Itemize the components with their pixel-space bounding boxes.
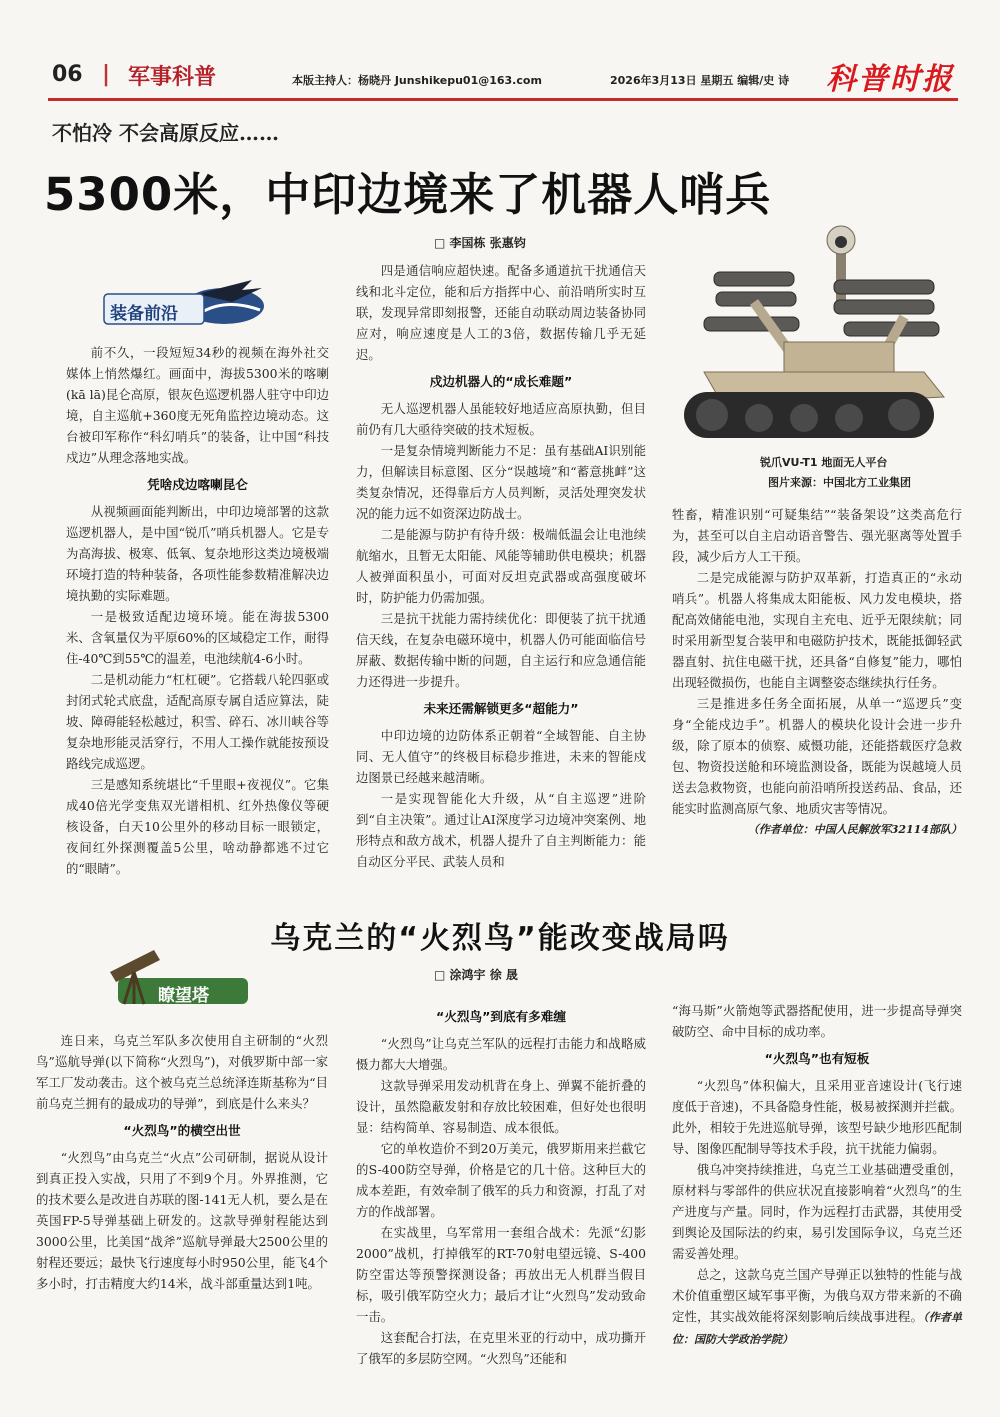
paragraph: “火烈鸟”由乌克兰“火点”公司研制，据说从设计到真正投入实战，只用了不到9个月。外界推测，它的技术要么是改进自苏联的图-141无人机，要么是在英国FP-5导弹基础上研发的。这款导弹射程能达到3000公里，比美国“战斧”巡航导弹最大2500公里的射程还要远；最快飞行速度每小时950公里，能飞4个多小时，打击精度大约14米，战斗部重量达到1吨。 (36, 1150, 328, 1291)
robot-photo (684, 222, 964, 452)
editor-line: 本版主持人：杨晓丹 Junshikepu01@163.com (292, 74, 542, 87)
paragraph: 三是感知系统堪比“千里眼+夜视仪”。它集成40倍光学变焦双光谱相机、红外热像仪等硬核设备，白天10公里外的移动目标一眼锁定，夜间红外探测覆盖5公里，啥动静都逃不过它的“眼睛”。 (66, 777, 329, 876)
paragraph: 俄乌冲突持续推进，乌克兰工业基础遭受重创，原材料与零部件的供应状况直接影响着“火烈鸟”的生产进度与产量。同时，作为远程打击武器，其使用受到舆论及国际法的约束，易引发国际争议，乌克兰还需妥善处理。 (672, 1162, 962, 1261)
article1-kicker: 不怕冷 不会高原反应…… (52, 121, 279, 145)
page-number: 06 (52, 62, 83, 87)
paragraph: 从视频画面能判断出，中印边境部署的这款巡逻机器人，是中国“锐爪”哨兵机器人。它是专为高海拔、极寒、低氧、复杂地形这类边境极端环境打造的特种装备，各项性能参数精准解决边境执勤的实际难题。 (66, 504, 329, 603)
paragraph: 牲畜，精准识别“可疑集结”“装备架设”这类高危行为，甚至可以自主启动语音警告、强光驱离等处置手段，减少后方人工干预。 (672, 507, 962, 564)
paragraph: 前不久，一段短短34秒的视频在海外社交媒体上悄然爆红。画面中，海拔5300米的喀喇(kā lā)昆仑高原，银灰色巡逻机器人驻守中印边境，自主巡航+360度无死角监控边境动态。这台被印军称作“科幻哨兵”的装备，让中国“科技戍边”从理念落地实战。 (66, 345, 329, 465)
subheading: “火烈鸟”也有短板 (764, 1051, 870, 1066)
paragraph: 一是实现智能化大升级，从“自主巡逻”进阶到“自主决策”。通过让AI深度学习边境冲突案例、地形特点和敌方战术，机器人提升了自主判断能力：能自动区分平民、武装人员和 (356, 791, 646, 869)
paragraph: 一是极致适配边境环境。能在海拔5300米、含氧量仅为平原60%的区域稳定工作，耐得住-40℃到55℃的温差，电池续航4-6小时。 (66, 609, 329, 666)
article1-column-2 (356, 260, 646, 872)
article1-column-1 (66, 342, 329, 879)
header-rule (48, 98, 958, 101)
robot-image-caption: 锐爪VU-T1 地面无人平台 (760, 456, 888, 469)
article1-headline: 5300米，中印边境来了机器人哨兵 (44, 168, 772, 221)
article1-column-3 (672, 504, 962, 840)
paragraph: 在实战里，乌军常用一套组合战术：先派“幻影 2000”战机，打掉俄军的RT-70射电望远镜、S-400防空雷达等预警探测设备；再放出无人机群当假目标，吸引俄军防空火力；最后才让“火烈鸟”发动致命一击。 (356, 1225, 646, 1324)
author-affiliation: （作者单位：国防大学政治学院） (672, 1311, 963, 1346)
paragraph: 总之，这款乌克兰国产导弹正以独特的性能与战术价值重塑区域军事平衡，为俄乌双方带来新的不确定性，其实战效能将深刻影响后续战事进程。（作者单位：国防大学政治学院） (672, 1267, 963, 1346)
article2-byline: □ 涂鸿宇 徐 晟 (434, 968, 518, 982)
equipment-frontier-badge (102, 268, 272, 328)
paragraph: 这套配合打法，在克里米亚的行动中，成功撕开了俄军的多层防空网。“火烈鸟”还能和 (356, 1330, 646, 1366)
subheading: 凭啥戍边喀喇昆仑 (147, 477, 248, 492)
paragraph: 一是复杂情境判断能力不足：虽有基础AI识别能力，但解读目标意图、区分“误越境”和“蓄意挑衅”这类复杂情况，还得靠后方人员判断，灵活处理突发状况的能力远不如资深边防战士。 (356, 443, 646, 521)
paragraph: 中印边境的边防体系正朝着“全域智能、自主协同、无人值守”的终极目标稳步推进，未来的智能戍边图景已经越来越清晰。 (356, 728, 646, 785)
robot-image-source: 图片来源：中国北方工业集团 (768, 476, 911, 489)
article2-headline: 乌克兰的“火烈鸟”能改变战局吗 (270, 921, 730, 956)
paragraph: 无人巡逻机器人虽能较好地适应高原执勤，但目前仍有几大亟待突破的技术短板。 (356, 401, 646, 437)
paragraph: 这款导弹采用发动机背在身上、弹翼不能折叠的设计，虽然隐蔽发射和存放比较困难，但好处也很明显：结构简单、容易制造、成本很低。 (356, 1078, 646, 1135)
paragraph: 三是推进多任务全面拓展，从单一“巡逻兵”变身“全能戍边手”。机器人的模块化设计会进一步升级，除了原本的侦察、威慑功能，还能搭载医疗急救包、物资投送舱和环境监测设备，既能为误越境人员送去急救物资，也能向前沿哨所投送药品、食品，还能实时监测高原气象、地质灾害等情况。 (672, 696, 962, 816)
author-affiliation: （作者单位：中国人民解放军32114部队） (747, 823, 962, 836)
paragraph: 它的单枚造价不到20万美元，俄罗斯用来拦截它的S-400防空导弹，价格是它的几十倍。这种巨大的成本差距，有效牵制了俄军的兵力和资源，打乱了对方的作战部署。 (356, 1141, 646, 1219)
paragraph: “火烈鸟”让乌克兰军队的远程打击能力和战略威慑力都大大增强。 (356, 1036, 646, 1072)
subheading: 未来还需解锁更多“超能力” (423, 701, 579, 716)
watchtower-label: 瞭望塔 (158, 986, 209, 1006)
header-separator: | (102, 62, 111, 87)
article2-column-1 (36, 1030, 328, 1294)
paragraph: 三是抗干扰能力需持续优化：即便装了抗干扰通信天线，在复杂电磁环境中，机器人仍可能面临信号屏蔽、数据传输中断的问题，自主运行和应急通信能力还得进一步提升。 (356, 611, 646, 689)
article1-byline: □ 李国栋 张惠钧 (434, 236, 526, 250)
paragraph: 二是机动能力“杠杠硬”。它搭载八轮四驱或封闭式轮式底盘，适配高原专属自适应算法，陡坡、障碍能轻松越过，积雪、碎石、冰川峡谷等复杂地形能灵活穿行，不用人工操作就能按预设路线完成巡逻。 (66, 672, 329, 771)
paragraph: 四是通信响应超快速。配备多通道抗干扰通信天线和北斗定位，能和后方指挥中心、前沿哨所实时互联，发现异常即刻报警，还能自动联动周边装备协同应对，响应速度是人工的3倍，数据传输几乎无延迟。 (356, 263, 646, 362)
paragraph: “海马斯”火箭炮等武器搭配使用，进一步提高导弹突破防空、命中目标的成功率。 (672, 1003, 962, 1039)
paragraph: 连日来，乌克兰军队多次使用自主研制的“火烈鸟”巡航导弹(以下简称“火烈鸟”)，对俄罗斯中部一家军工厂发动袭击。这个被乌克兰总统泽连斯基称为“目前乌克兰拥有的最成功的导弹”，到底是什么来头？ (36, 1033, 328, 1111)
newspaper-brand: 科普时报 (826, 62, 954, 97)
paragraph: “火烈鸟”体积偏大，且采用亚音速设计(飞行速度低于音速)，不具备隐身性能，极易被探测并拦截。此外，相较于先进巡航导弹，该型号缺少地形匹配制导、图像匹配制导等技术手段，抗干扰能力偏弱。 (672, 1078, 962, 1156)
article2-column-2 (356, 1000, 646, 1369)
paragraph: 二是完成能源与防护双革新，打造真正的“永动哨兵”。机器人将集成太阳能板、风力发电模块，搭配高效储能电池，实现自主充电、近乎无限续航；同时采用新型复合装甲和电磁防护技术，既能抵御轻武器直射、抗住电磁干扰，还具备“自修复”能力，哪怕出现轻微损伤，也能自主调整姿态继续执行任务。 (672, 570, 962, 690)
dateline: 2026年3月13日 星期五 编辑/史 诗 (610, 74, 790, 87)
watchtower-badge (104, 948, 254, 1008)
subheading: “火烈鸟”到底有多难缠 (436, 1009, 566, 1024)
equipment-frontier-label: 装备前沿 (110, 304, 178, 324)
subheading: 戍边机器人的“成长难题” (429, 374, 573, 389)
article2-column-3 (672, 1000, 962, 1350)
paragraph: 二是能源与防护有待升级：极端低温会让电池续航缩水，且暂无太阳能、风能等辅助供电模块；机器人被弹面积虽小，可面对反坦克武器或高强度破坏时，防护能力仍需加强。 (356, 527, 646, 605)
section-name: 军事科普 (128, 65, 217, 90)
subheading: “火烈鸟”的横空出世 (123, 1123, 241, 1138)
